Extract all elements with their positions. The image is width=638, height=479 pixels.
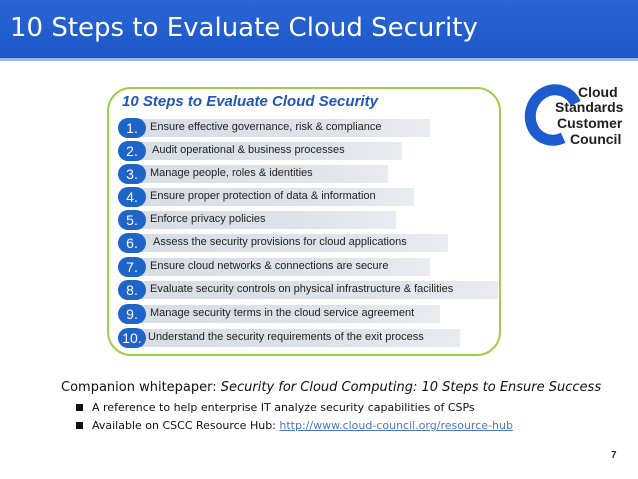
step-text: Audit operational & business processes — [152, 144, 345, 156]
bullet-item — [92, 419, 513, 432]
step-number: 3. — [118, 164, 146, 184]
companion-line — [61, 380, 601, 395]
step-number: 7. — [118, 257, 146, 277]
page-title: 10 Steps to Evaluate Cloud Security — [10, 13, 478, 43]
logo-line: Standards — [555, 99, 624, 115]
whitepaper-title: Security for Cloud Computing: 10 Steps to Ensure Success — [220, 380, 602, 395]
step-number: 2. — [118, 141, 146, 161]
step-number: 9. — [118, 304, 146, 324]
cloud-standards-customer-council-logo — [525, 84, 625, 154]
step-text: Manage people, roles & identities — [150, 167, 313, 179]
step-number: 10. — [118, 328, 146, 348]
panel-title: 10 Steps to Evaluate Cloud Security — [122, 93, 378, 110]
resource-hub-link[interactable]: http://www.cloud-council.org/resource-hub — [279, 419, 513, 432]
bullet-item — [92, 401, 475, 414]
page-number: 7 — [611, 450, 617, 461]
title-divider — [0, 58, 638, 61]
step-number: 5. — [118, 210, 146, 230]
logo-line: Cloud — [578, 84, 618, 100]
bullet-text: Available on CSCC Resource Hub: — [92, 419, 280, 432]
logo-line: Council — [570, 131, 622, 147]
step-number: 1. — [118, 118, 146, 138]
step-number: 8. — [118, 280, 146, 300]
logo-line: Customer — [557, 115, 623, 131]
square-bullet-icon — [76, 422, 83, 429]
step-number: 6. — [118, 233, 146, 253]
step-text: Enforce privacy policies — [150, 213, 266, 225]
square-bullet-icon — [76, 404, 83, 411]
step-number: 4. — [118, 187, 146, 207]
companion-prefix: Companion whitepaper: — [61, 380, 221, 395]
bullet-text: A reference to help enterprise IT analyze security capabilities of CSPs — [92, 401, 475, 414]
step-text: Assess the security provisions for cloud applications — [153, 236, 407, 248]
step-text: Ensure effective governance, risk & compliance — [150, 121, 382, 133]
step-text: Manage security terms in the cloud service agreement — [150, 307, 415, 319]
step-text: Ensure cloud networks & connections are secure — [150, 260, 389, 272]
step-text: Evaluate security controls on physical infrastructure & facilities — [150, 283, 454, 295]
step-text: Ensure proper protection of data & information — [150, 190, 376, 202]
step-text: Understand the security requirements of the exit process — [148, 331, 424, 343]
